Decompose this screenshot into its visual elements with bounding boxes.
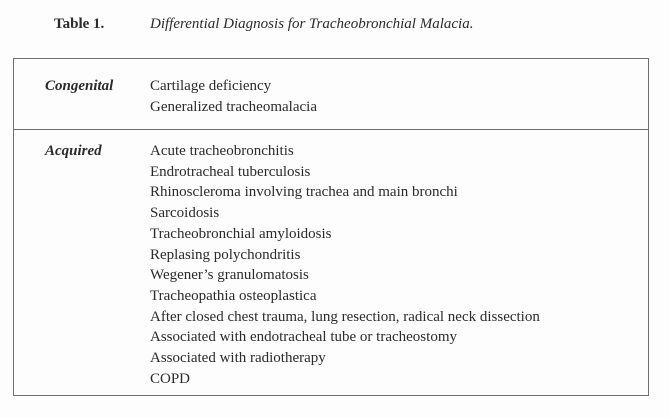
condition-item: Endrotracheal tuberculosis <box>150 163 311 180</box>
condition-item: After closed chest trauma, lung resection, radical neck dissection <box>150 308 540 325</box>
condition-item: Wegener’s granulomatosis <box>150 267 309 284</box>
condition-item: Tracheobronchial amyloidosis <box>150 225 332 242</box>
table-title: Differential Diagnosis for Tracheobronchial Malacia. <box>150 16 474 32</box>
condition-item: Sarcoidosis <box>150 205 220 222</box>
condition-item: Replasing polychondritis <box>150 246 301 263</box>
condition-list-congenital <box>150 76 317 117</box>
condition-item: Associated with radiotherapy <box>150 350 326 367</box>
category-label-acquired: Acquired <box>45 143 102 159</box>
table-label: Table 1. <box>54 16 105 32</box>
condition-item: Acute tracheobronchitis <box>150 143 294 159</box>
table-caption <box>54 14 473 34</box>
condition-list-acquired <box>150 141 540 389</box>
condition-item: COPD <box>150 370 191 387</box>
category-label-congenital: Congenital <box>45 78 114 94</box>
condition-item: Generalized tracheomalacia <box>150 98 317 115</box>
condition-item: Tracheopathia osteoplastica <box>150 287 317 304</box>
condition-item: Associated with endotracheal tube or tracheostomy <box>150 329 457 346</box>
condition-item: Cartilage deficiency <box>150 78 272 94</box>
diagnosis-table <box>13 58 649 396</box>
condition-item: Rhinoscleroma involving trachea and main bronchi <box>150 184 458 201</box>
section-divider <box>14 129 648 130</box>
